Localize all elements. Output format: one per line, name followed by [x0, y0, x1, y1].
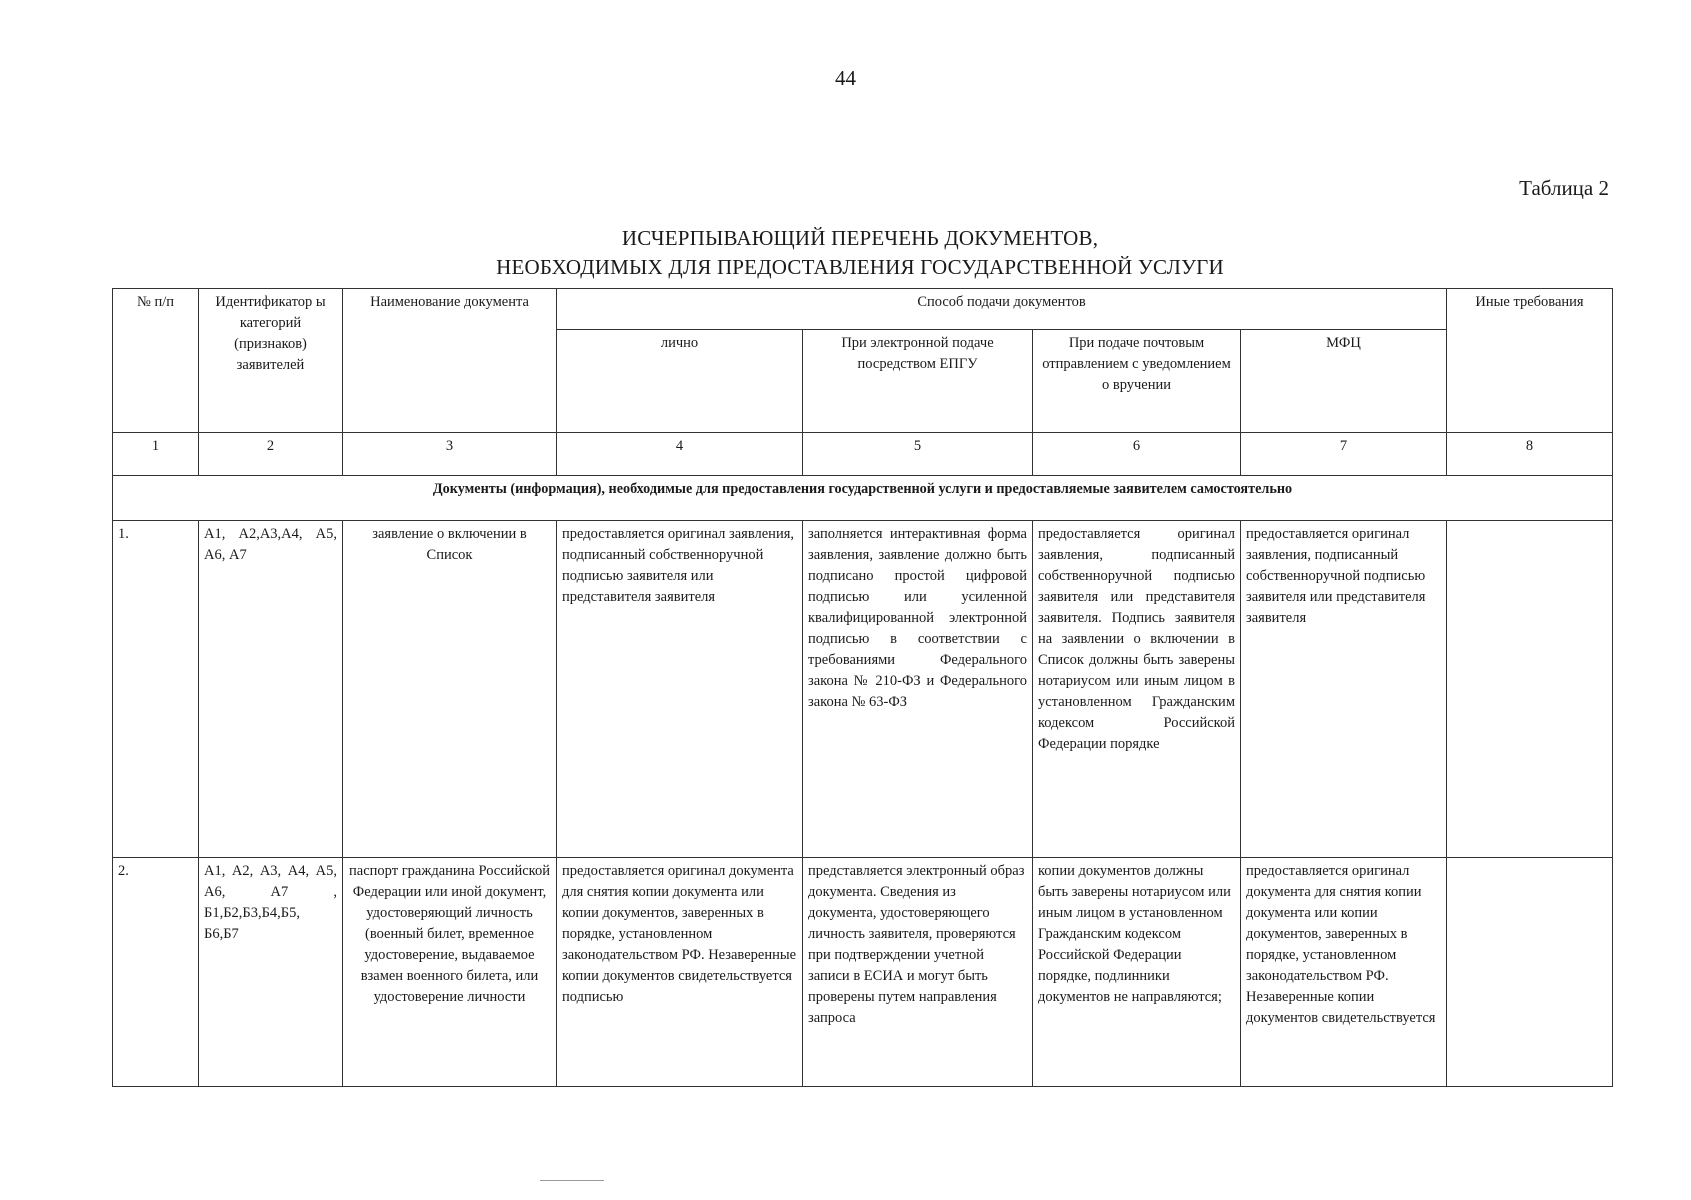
column-number: 2: [199, 433, 343, 476]
column-number: 6: [1033, 433, 1241, 476]
column-number: 5: [803, 433, 1033, 476]
column-number-row: [113, 433, 1613, 476]
header-identifiers: Идентификатор ы категорий (признаков) заявителей: [199, 289, 343, 433]
table-row: [113, 521, 1613, 858]
row-mfc: предоставляется оригинал документа для снятия копии документа или копии документов, заверенных в порядке, установленном законодательством РФ. Незаверенные копии документов свидетельствуется: [1241, 858, 1447, 1087]
row-document-name: паспорт гражданина Российской Федерации или иной документ, удостоверяющий личность (военный билет, временное удостоверение, выдаваемое взамен военного билета, или удостоверение личности: [343, 858, 557, 1087]
header-submission-method: Способ подачи документов: [557, 289, 1447, 330]
row-postal: предоставляется оригинал заявления, подписанный собственноручной подписью заявителя или представителя заявителя. Подпись заявителя на заявлении о включении в Список должны быть заверены нотариусом или иным лицом в установленном Гражданским кодексом Российской Федерации порядке: [1033, 521, 1241, 858]
row-other: [1447, 521, 1613, 858]
row-identifiers: А1, А2,А3,А4, А5, А6, А7: [199, 521, 343, 858]
header-mfc: МФЦ: [1241, 330, 1447, 433]
documents-table: [112, 288, 1613, 1087]
row-number: 1.: [113, 521, 199, 858]
row-number: 2.: [113, 858, 199, 1087]
column-number: 7: [1241, 433, 1447, 476]
header-postal: При подаче почтовым отправлением с уведомлением о вручении: [1033, 330, 1241, 433]
section-title: Документы (информация), необходимые для предоставления государственной услуги и предоставляемые заявителем самостоятельно: [113, 476, 1613, 521]
document-title: [0, 224, 1691, 282]
header-other-requirements: Иные требования: [1447, 289, 1613, 433]
header-row-1: [113, 289, 1613, 330]
row-personal: предоставляется оригинал заявления, подписанный собственноручной подписью заявителя или представителя заявителя: [557, 521, 803, 858]
page-number: 44: [835, 66, 856, 90]
column-number: 1: [113, 433, 199, 476]
header-num: № п/п: [113, 289, 199, 433]
column-number: 3: [343, 433, 557, 476]
table-row: [113, 858, 1613, 1087]
header-personal: лично: [557, 330, 803, 433]
row-identifiers: А1, А2, А3, А4, А5, А6, А7 , Б1,Б2,Б3,Б4,Б5, Б6,Б7: [199, 858, 343, 1087]
row-mfc: предоставляется оригинал заявления, подписанный собственноручной подписью заявителя или представителя заявителя: [1241, 521, 1447, 858]
row-other: [1447, 858, 1613, 1087]
section-header-row: [113, 476, 1613, 521]
column-number: 8: [1447, 433, 1613, 476]
row-electronic: представляется электронный образ документа. Сведения из документа, удостоверяющего личность заявителя, проверяются при подтверждении учетной записи в ЕСИА и могут быть проверены путем направления запроса: [803, 858, 1033, 1087]
column-number: 4: [557, 433, 803, 476]
scan-mark: [540, 1180, 604, 1181]
row-personal: предоставляется оригинал документа для снятия копии документа или копии документов, заверенных в порядке, установленном законодательством РФ. Незаверенные копии документов свидетельствуется подписью: [557, 858, 803, 1087]
row-document-name: заявление о включении в Список: [343, 521, 557, 858]
table-label: Таблица 2: [1519, 176, 1609, 200]
row-postal: копии документов должны быть заверены нотариусом или иным лицом в установленном Гражданским кодексом Российской Федерации порядке, подлинники документов не направляются;: [1033, 858, 1241, 1087]
header-document-name: Наименование документа: [343, 289, 557, 433]
row-electronic: заполняется интерактивная форма заявления, заявление должно быть подписано простой цифровой подписью или усиленной квалифицированной электронной подписью в соответствии с требованиями Федерального закона № 210-ФЗ и Федерального закона № 63-ФЗ: [803, 521, 1033, 858]
header-electronic: При электронной подаче посредством ЕПГУ: [803, 330, 1033, 433]
title-line-1: ИСЧЕРПЫВАЮЩИЙ ПЕРЕЧЕНЬ ДОКУМЕНТОВ,: [621, 226, 1099, 250]
title-line-2: НЕОБХОДИМЫХ ДЛЯ ПРЕДОСТАВЛЕНИЯ ГОСУДАРСТВЕННОЙ УСЛУГИ: [496, 255, 1224, 279]
